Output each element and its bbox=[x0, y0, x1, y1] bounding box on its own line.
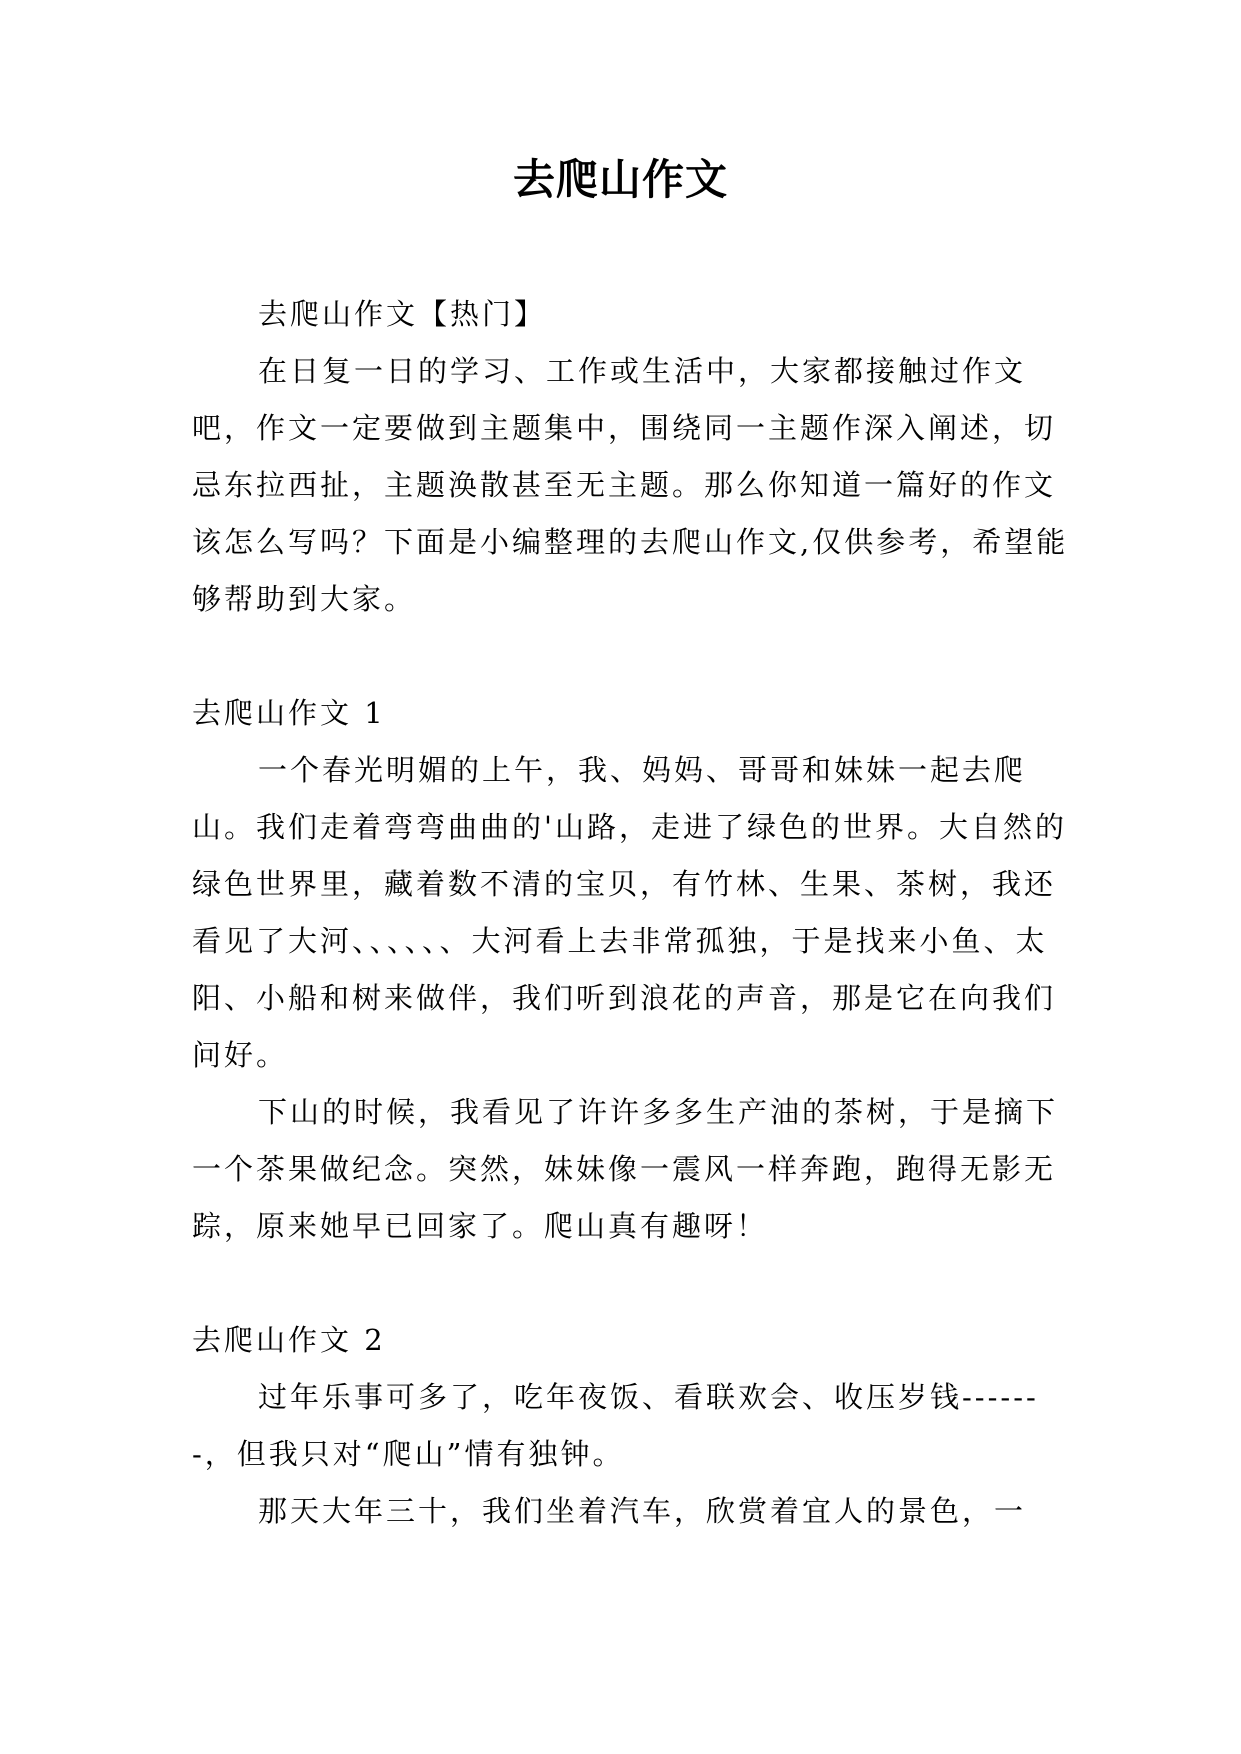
section-2-paragraph-2: 那天大年三十，我们坐着汽车，欣赏着宜人的景色，一 bbox=[258, 1494, 1027, 1528]
section-2-heading: 去爬山作文 2 bbox=[192, 1323, 386, 1357]
intro-heading: 去爬山作文【热门】 bbox=[258, 297, 547, 331]
section-1-paragraph-1: 一个春光明媚的上午，我、妈妈、哥哥和妹妹一起去爬山。我们走着弯弯曲曲的'山路，走进了绿色的世界。大自然的绿色世界里，藏着数不清的宝贝，有竹林、生果、茶树，我还看见了大河、、、、、、大河看上去非常孤独，于是找来小鱼、太阳、小船和树来做伴，我们听到浪花的声音，那是它在向我们问好。 bbox=[192, 753, 1067, 1072]
section-2-paragraph-1: 过年乐事可多了，吃年夜饭、看联欢会、收压岁钱-------，但我只对“爬山”情有独钟。 bbox=[192, 1380, 1039, 1471]
document-title: 去爬山作文 bbox=[512, 155, 728, 204]
intro-paragraph: 在日复一日的学习、工作或生活中，大家都接触过作文吧，作文一定要做到主题集中，围绕同一主题作深入阐述，切忌东拉西扯，主题涣散甚至无主题。那么你知道一篇好的作文该怎么写吗？下面是小编整理的去爬山作文,仅供参考，希望能够帮助到大家。 bbox=[192, 354, 1069, 616]
section-1-heading: 去爬山作文 1 bbox=[192, 696, 386, 730]
section-gap bbox=[192, 628, 1072, 685]
section-1-paragraph-2: 下山的时候，我看见了许许多多生产油的茶树，于是摘下一个茶果做纪念。突然，妹妹像一震风一样奔跑，跑得无影无踪，原来她早已回家了。爬山真有趣呀！ bbox=[192, 1095, 1059, 1243]
section-gap bbox=[192, 1255, 1072, 1312]
document-body bbox=[192, 286, 1072, 1540]
